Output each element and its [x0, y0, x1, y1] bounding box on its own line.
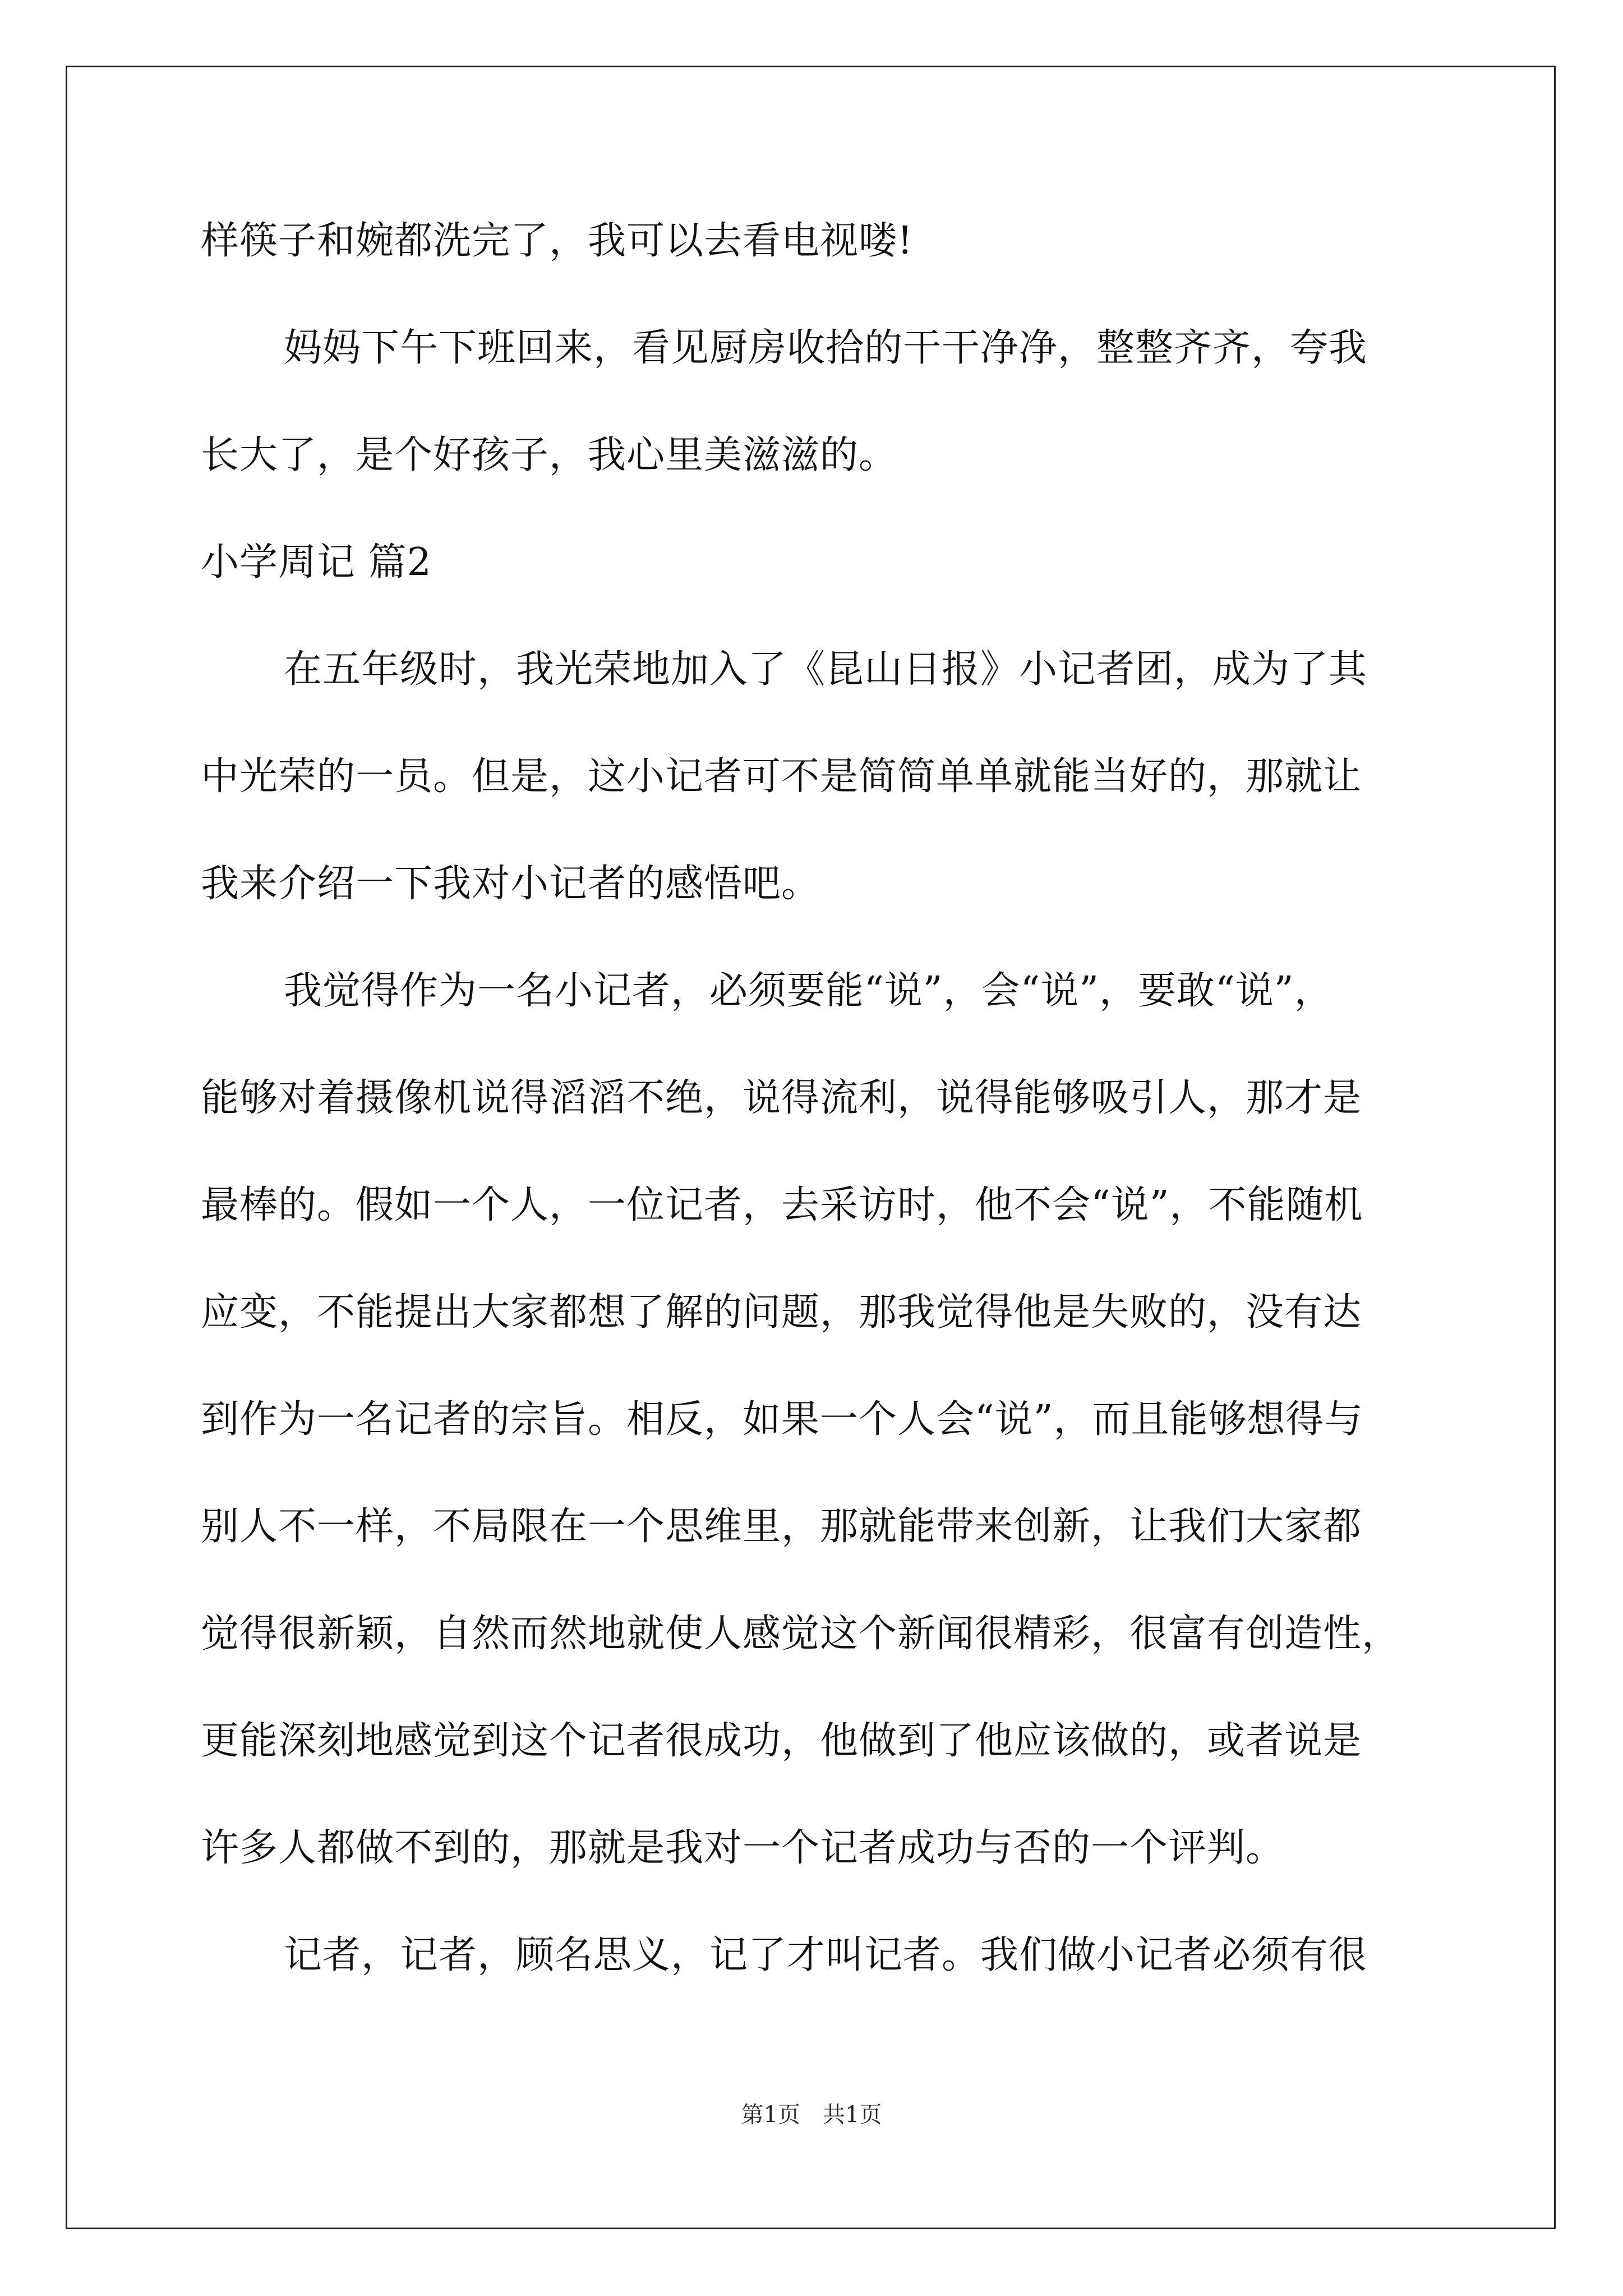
text-line: 别人不一样，不局限在一个思维里，那就能带来创新，让我们大家都: [201, 1504, 1362, 1549]
paragraph-line: 妈妈下午下班回来，看见厨房收拾的干干净净，整整齐齐，夸我: [284, 326, 1368, 370]
text-line: 长大了，是个好孩子，我心里美滋滋的。: [201, 433, 898, 477]
text-line: 到作为一名记者的宗旨。相反，如果一个人会“说”，而且能够想得与: [201, 1397, 1363, 1442]
paragraph-line: 我觉得作为一名小记者，必须要能“说”，会“说”，要敢“说”，: [284, 969, 1333, 1013]
text-line: 最棒的。假如一个人，一位记者，去采访时，他不会“说”，不能随机: [201, 1183, 1363, 1227]
text-line: 觉得很新颖，自然而然地就使人感觉这个新闻很精彩，很富有创造性，: [201, 1612, 1401, 1656]
text-line: 中光荣的一员。但是，这小记者可不是简简单单就能当好的，那就让: [201, 754, 1362, 799]
text-line: 能够对着摄像机说得滔滔不绝，说得流利，说得能够吸引人，那才是: [201, 1076, 1362, 1120]
text-line: 应变，不能提出大家都想了解的问题，那我觉得他是失败的，没有达: [201, 1290, 1362, 1335]
paragraph-line: 记者，记者，顾名思义，记了才叫记者。我们做小记者必须有很: [284, 1933, 1368, 1977]
page-number-footer: 第1页 共1页: [741, 2102, 882, 2128]
text-line: 我来介绍一下我对小记者的感悟吧。: [201, 862, 820, 906]
text-line: 更能深刻地感觉到这个记者很成功，他做到了他应该做的，或者说是: [201, 1719, 1362, 1763]
section-heading: 小学周记 篇2: [201, 540, 432, 585]
text-line: 样筷子和婉都洗完了，我可以去看电视喽!: [201, 219, 914, 263]
page-border: [66, 66, 1556, 2229]
text-line: 许多人都做不到的，那就是我对一个记者成功与否的一个评判。: [201, 1826, 1285, 1870]
paragraph-line: 在五年级时，我光荣地加入了《昆山日报》小记者团，成为了其: [284, 647, 1368, 692]
